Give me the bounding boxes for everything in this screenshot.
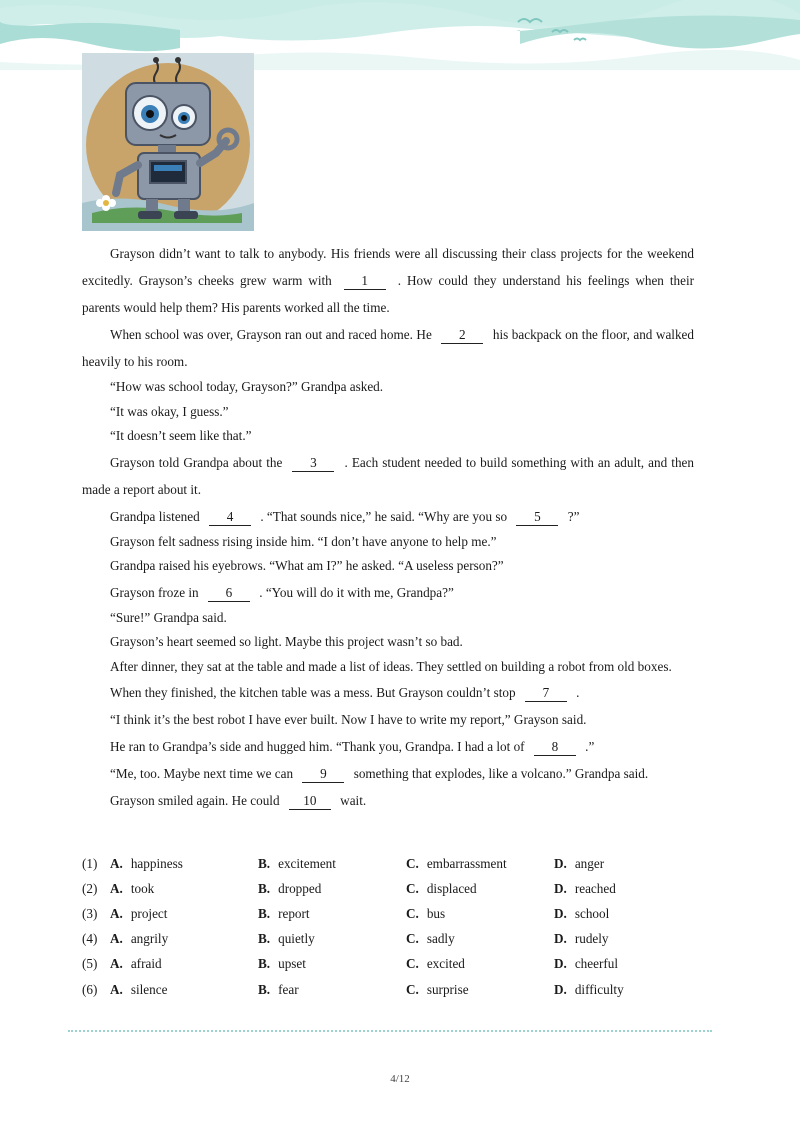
blank-7: 7 — [525, 685, 567, 702]
blank-10: 10 — [289, 793, 331, 810]
option-word: silence — [130, 981, 168, 997]
answer-option — [110, 856, 258, 872]
paragraph-text: Grayson felt sadness rising inside him. “I don’t have anyone to help me.” — [110, 533, 497, 549]
paragraph-text: When they finished, the kitchen table was a mess. But Grayson couldn’t stop — [110, 685, 516, 700]
paragraph-text: something that explodes, like a volcano.” Grandpa said. — [353, 766, 649, 781]
option-letter: D. — [554, 880, 567, 896]
passage-paragraph — [82, 240, 694, 321]
paragraph-text: When school was over, Grayson ran out and raced home. He — [110, 327, 432, 342]
robot-illustration — [82, 53, 254, 231]
option-word: afraid — [130, 956, 162, 972]
answer-option — [110, 956, 258, 972]
passage-paragraph — [82, 503, 694, 530]
passage-paragraph — [82, 606, 694, 631]
passage — [82, 240, 694, 814]
option-word: embarrassment — [426, 855, 507, 871]
passage-paragraph — [82, 321, 694, 375]
blank-3: 3 — [292, 455, 334, 472]
option-word: excitement — [278, 855, 336, 871]
answer-option — [110, 982, 258, 998]
answer-option — [554, 881, 702, 897]
option-word: happiness — [130, 855, 183, 871]
passage-paragraph — [82, 554, 694, 579]
paragraph-text: . How could they understand his feelings when their parents would help them? His parents worked all the time. — [82, 273, 695, 315]
question-row — [82, 876, 702, 901]
answer-option — [406, 982, 554, 998]
paragraph-text: . Each student needed to build something with an adult, and then made a report about it. — [82, 454, 694, 497]
option-word: difficulty — [574, 981, 624, 997]
paragraph-text: Grayson told Grandpa about the — [110, 454, 283, 470]
answer-option — [406, 856, 554, 872]
option-letter: A. — [110, 981, 123, 997]
answer-option — [110, 931, 258, 947]
option-letter: C. — [406, 956, 419, 972]
options-list — [82, 851, 702, 1002]
paragraph-text: After dinner, they sat at the table and made a list of ideas. They settled on building a robot from old boxes. — [110, 658, 672, 674]
paragraph-text: Grayson didn’t want to talk to anybody. His friends were all discussing their class projects for the weekend excitedly. Grayson’s cheeks grew warm with — [82, 246, 694, 288]
option-letter: B. — [258, 855, 271, 871]
option-word: report — [278, 905, 310, 921]
answer-option — [406, 881, 554, 897]
blank-1: 1 — [344, 273, 386, 290]
option-letter: C. — [406, 855, 419, 871]
question-row — [82, 927, 702, 952]
option-letter: B. — [258, 931, 271, 947]
question-row — [82, 851, 702, 876]
question-number: (4) — [82, 931, 98, 947]
paragraph-text: Grayson froze in — [110, 584, 199, 600]
option-letter: B. — [258, 880, 271, 896]
paragraph-text: Grayson’s heart seemed so light. Maybe this project wasn’t so bad. — [110, 634, 463, 649]
option-word: displaced — [426, 880, 477, 896]
paragraph-text: . “You will do it with me, Grandpa?” — [259, 584, 454, 600]
option-letter: A. — [110, 956, 123, 972]
option-letter: C. — [406, 931, 419, 947]
answer-option — [258, 906, 406, 922]
answer-option — [258, 982, 406, 998]
answer-option — [258, 881, 406, 897]
answer-option — [406, 906, 554, 922]
option-letter: D. — [554, 931, 567, 947]
answer-option — [554, 931, 702, 947]
answer-option — [110, 906, 258, 922]
page-number: 4/12 — [390, 1073, 410, 1085]
option-word: upset — [278, 956, 306, 972]
blank-9: 9 — [302, 766, 344, 783]
option-letter: C. — [406, 981, 419, 997]
question-number: (6) — [82, 981, 98, 997]
paragraph-text: “Sure!” Grandpa said. — [110, 609, 227, 625]
option-word: sadly — [426, 931, 455, 947]
paragraph-text: Grayson smiled again. He could — [110, 793, 280, 808]
option-word: surprise — [426, 981, 469, 997]
option-letter: A. — [110, 880, 123, 896]
passage-paragraph — [82, 449, 694, 503]
passage-paragraph — [82, 655, 694, 680]
option-word: cheerful — [574, 956, 619, 972]
paragraph-text: . — [576, 685, 580, 700]
question-row — [82, 901, 702, 926]
paragraph-text: Grandpa raised his eyebrows. “What am I?” he asked. “A useless person?” — [110, 558, 504, 573]
option-word: fear — [278, 981, 299, 997]
paragraph-text: “I think it’s the best robot I have ever built. Now I have to write my report,” Grayson said. — [110, 712, 587, 727]
question-number: (5) — [82, 956, 98, 972]
passage-paragraph — [82, 787, 694, 814]
blank-5: 5 — [516, 509, 558, 526]
answer-option — [258, 931, 406, 947]
passage-paragraph — [82, 579, 694, 606]
option-letter: A. — [110, 855, 123, 871]
option-word: rudely — [574, 931, 609, 947]
passage-paragraph — [82, 530, 694, 555]
blank-4: 4 — [209, 509, 251, 526]
option-word: reached — [574, 880, 616, 896]
answer-option — [554, 856, 702, 872]
passage-paragraph — [82, 733, 694, 760]
blank-2: 2 — [441, 327, 483, 344]
option-letter: C. — [406, 905, 419, 921]
answer-option — [406, 956, 554, 972]
option-letter: A. — [110, 905, 123, 921]
option-word: quietly — [278, 931, 315, 947]
passage-paragraph — [82, 375, 694, 400]
option-letter: C. — [406, 880, 419, 896]
answer-option — [554, 982, 702, 998]
answer-option — [406, 931, 554, 947]
passage-paragraph — [82, 706, 694, 733]
option-letter: B. — [258, 981, 271, 997]
answer-option — [554, 906, 702, 922]
answer-option — [554, 956, 702, 972]
question-number: (2) — [82, 880, 98, 896]
answer-option — [110, 881, 258, 897]
passage-paragraph — [82, 630, 694, 655]
option-word: anger — [574, 855, 605, 871]
passage-paragraph — [82, 424, 694, 449]
option-letter: D. — [554, 956, 567, 972]
option-word: angrily — [130, 931, 169, 947]
option-word: project — [130, 905, 168, 921]
paragraph-text: “It was okay, I guess.” — [110, 403, 229, 419]
answer-option — [258, 856, 406, 872]
paragraph-text: ?” — [567, 508, 580, 524]
option-word: took — [130, 880, 155, 896]
option-word: dropped — [278, 880, 322, 896]
passage-paragraph — [82, 400, 694, 425]
paragraph-text: Grandpa listened — [110, 508, 200, 524]
option-letter: D. — [554, 905, 567, 921]
paragraph-text: He ran to Grandpa’s side and hugged him. “Thank you, Grandpa. I had a lot of — [110, 739, 525, 754]
option-letter: B. — [258, 956, 271, 972]
paragraph-text: wait. — [340, 793, 367, 808]
question-row — [82, 952, 702, 977]
option-letter: D. — [554, 981, 567, 997]
dotted-divider — [68, 1030, 712, 1032]
option-word: bus — [426, 905, 446, 921]
answer-option — [258, 956, 406, 972]
passage-paragraph — [82, 760, 694, 787]
paragraph-text: .” — [585, 739, 595, 754]
question-number: (3) — [82, 905, 98, 921]
paragraph-text: “It doesn’t seem like that.” — [110, 428, 252, 443]
paragraph-text: “Me, too. Maybe next time we can — [110, 766, 294, 781]
option-letter: A. — [110, 931, 123, 947]
blank-8: 8 — [534, 739, 576, 756]
option-word: excited — [426, 956, 465, 972]
paragraph-text: his backpack on the floor, and walked heavily to his room. — [82, 327, 695, 369]
option-letter: B. — [258, 905, 271, 921]
question-number: (1) — [82, 855, 98, 871]
option-word: school — [574, 905, 610, 921]
blank-6: 6 — [208, 585, 250, 602]
paragraph-text: . “That sounds nice,” he said. “Why are you so — [260, 508, 508, 524]
option-letter: D. — [554, 855, 567, 871]
passage-paragraph — [82, 679, 694, 706]
question-row — [82, 977, 702, 1002]
paragraph-text: “How was school today, Grayson?” Grandpa asked. — [110, 379, 384, 394]
